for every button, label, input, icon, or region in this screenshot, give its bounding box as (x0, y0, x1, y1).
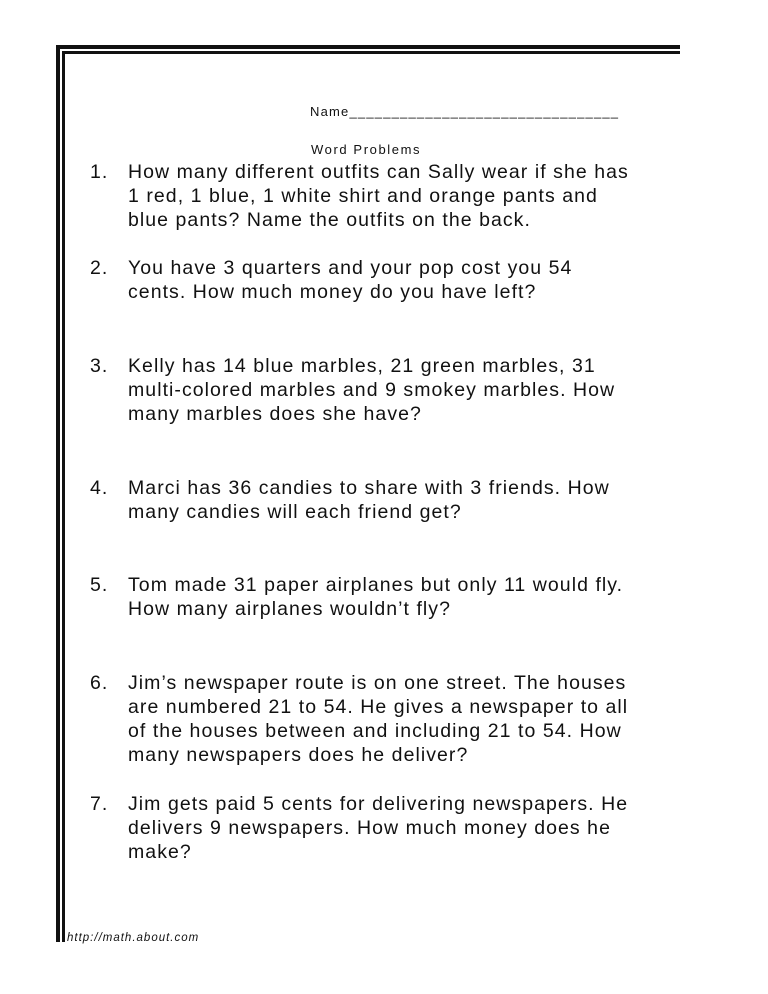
problem-item-5 (90, 573, 690, 621)
problem-number: 6. (90, 672, 109, 694)
problem-number: 2. (90, 257, 109, 279)
problem-item-3 (90, 354, 690, 426)
problem-text: Kelly has 14 blue marbles, 21 green marbles, 31 multi-colored marbles and 9 smokey marbles. How many marbles does she have? (128, 355, 616, 425)
problem-item-6 (90, 671, 690, 767)
problem-item-4 (90, 476, 690, 524)
problem-item-7 (90, 792, 690, 864)
problem-number: 7. (90, 793, 109, 815)
problem-text: How many different outfits can Sally wear if she has 1 red, 1 blue, 1 white shirt and orange pants and blue pants? Name the outfits on the back. (128, 161, 629, 231)
source-url: http://math.about.com (67, 932, 200, 944)
problem-number: 1. (90, 161, 109, 183)
problem-number: 3. (90, 355, 109, 377)
page-title: Word Problems (311, 142, 422, 157)
problem-text: Tom made 31 paper airplanes but only 11 would fly. How many airplanes wouldn’t fly? (128, 574, 624, 620)
page-border-left (56, 45, 60, 942)
problem-item-2 (90, 256, 690, 304)
page-border-left-shadow (62, 51, 65, 942)
problem-item-1 (90, 160, 690, 232)
problem-number: 4. (90, 477, 109, 499)
problem-text: Jim’s newspaper route is on one street. The houses are numbered 21 to 54. He gives a newspaper to all of the houses between and including 21 to 54. How many newspapers does he deliver? (128, 672, 629, 766)
problem-text: Marci has 36 candies to share with 3 friends. How many candies will each friend get? (128, 477, 610, 523)
page-border-top-shadow (62, 51, 680, 54)
name-field-label: Name________________________________ (310, 104, 620, 119)
problem-text: You have 3 quarters and your pop cost you 54 cents. How much money do you have left? (128, 257, 573, 303)
problem-text: Jim gets paid 5 cents for delivering newspapers. He delivers 9 newspapers. How much money does he make? (128, 793, 629, 863)
page-border-top (56, 45, 680, 49)
problem-number: 5. (90, 574, 109, 596)
